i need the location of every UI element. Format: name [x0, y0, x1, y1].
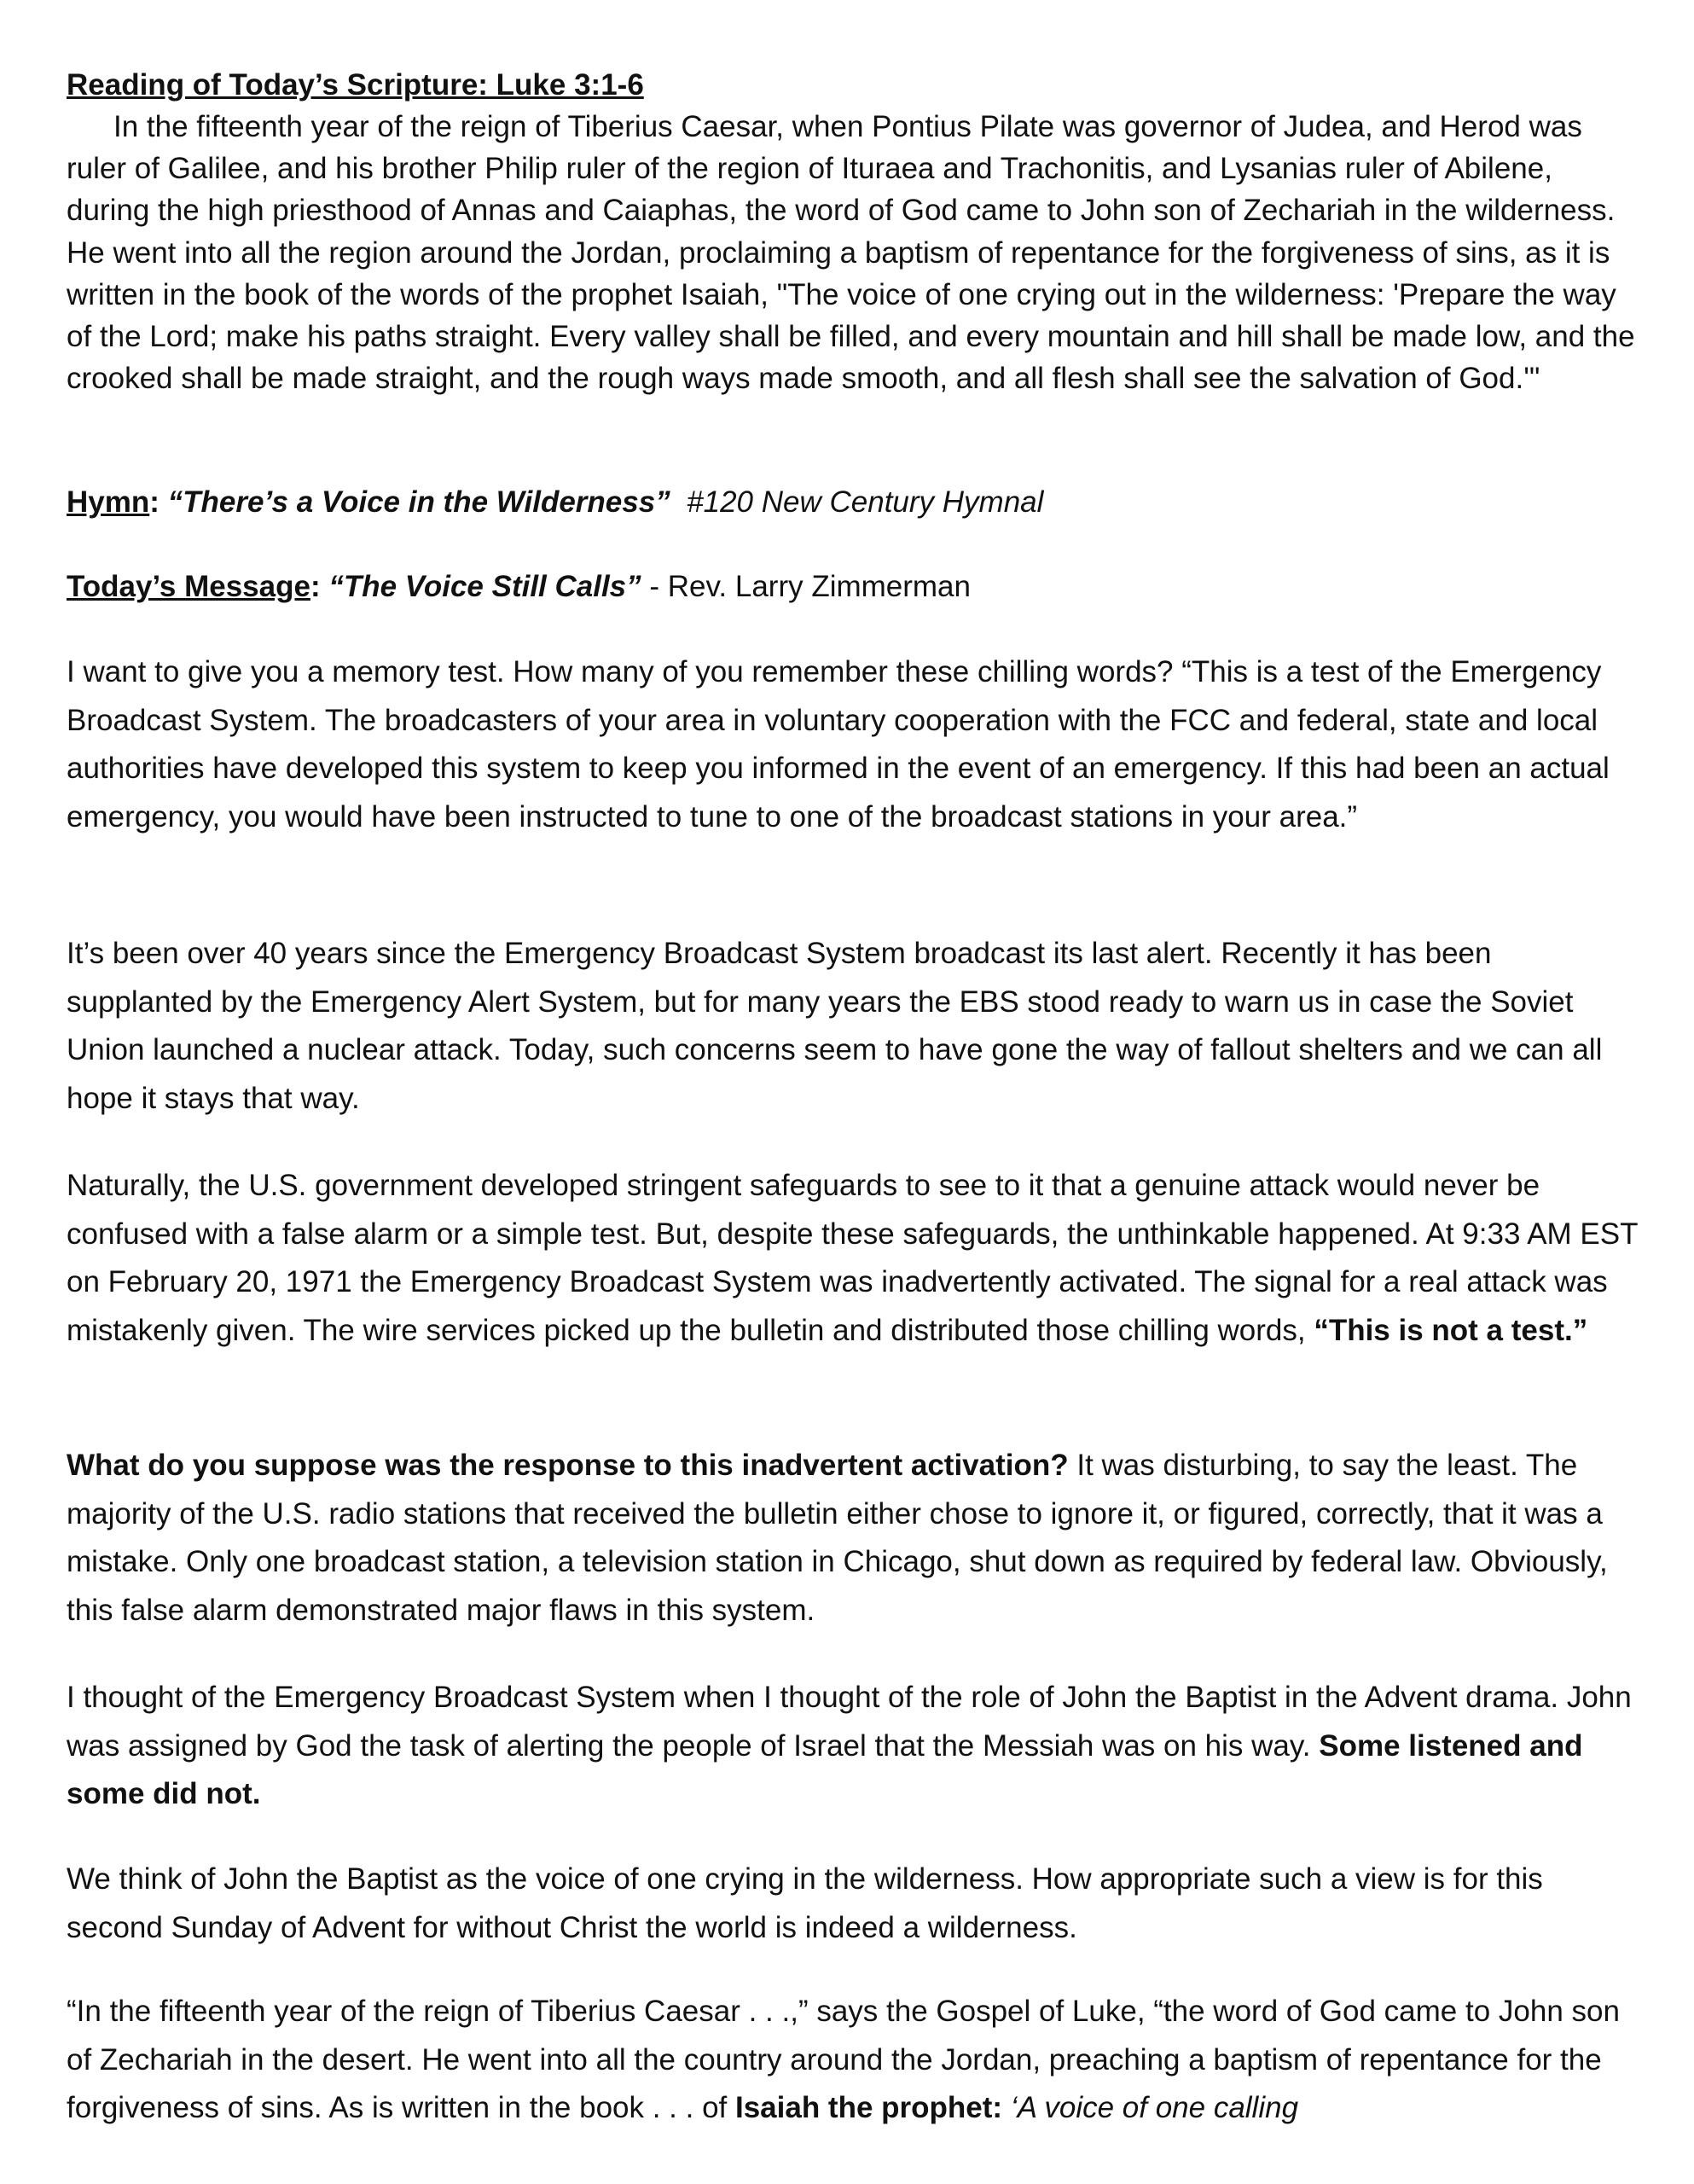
- sermon-paragraph-7: [67, 1988, 1645, 2133]
- sermon-paragraph-3: [67, 1162, 1645, 1355]
- hymn-line: [67, 484, 1043, 521]
- hymn-source: #120 New Century Hymnal: [687, 485, 1044, 519]
- paragraph-4-question: What do you suppose was the response to this inadvertent activation?: [67, 1449, 1069, 1482]
- scripture-passage: In the fifteenth year of the reign of Tiberius Caesar, when Pontius Pilate was governor of Judea, and Herod was ruler of Galilee, and his brother Philip ruler of the region of Ituraea and Trachonitis, and Lysanias ruler of Abilene, during the high priesthood of Annas and Caiaphas, the word of God came to John son of Zechariah in the wilderness. He went into all the region around the Jordan, proclaiming a baptism of repentance for the forgiveness of sins, as it is written in the book of the words of the prophet Isaiah, "The voice of one crying out in the wilderness: 'Prepare the way of the Lord; make his paths straight. Every valley shall be filled, and every mountain and hill shall be made low, and the crooked shall be made straight, and the rough ways made smooth, and all flesh shall see the salvation of God.'": [67, 110, 1635, 396]
- message-label: Today’s Message: [67, 570, 310, 603]
- message-title: “The Voice Still Calls”: [328, 570, 641, 603]
- scripture-heading-text: Reading of Today’s Scripture: Luke 3:1-6: [67, 68, 644, 102]
- hymn-title: “There’s a Voice in the Wilderness”: [167, 485, 670, 519]
- scripture-heading: [67, 67, 644, 104]
- sermon-paragraph-1: I want to give you a memory test. How many of you remember these chilling words? “This is a test of the Emergency Broadcast System. The broadcasters of your area in voluntary cooperation with the FCC and federal, state and local authorities have developed this system to keep you informed in the event of an emergency. If this had been an actual emergency, you would have been instructed to tune to one of the broadcast stations in your area.”: [67, 655, 1610, 834]
- sermon-paragraph-2: It’s been over 40 years since the Emergency Broadcast System broadcast its last alert. Recently it has been supplanted by the Emergency Alert System, but for many years the EBS stood ready to warn us in case the Soviet Union launched a nuclear attack. Today, such concerns seem to have gone the way of fallout shelters and we can all hope it stays that way.: [67, 937, 1603, 1115]
- sermon-paragraph-5: [67, 1674, 1645, 1819]
- message-byline: - Rev. Larry Zimmerman: [641, 570, 971, 603]
- message-colon: :: [310, 570, 321, 603]
- paragraph-4-text: It was disturbing, to say the least. The majority of the U.S. radio stations that received the bulletin either chose to ignore it, or figured, correctly, that it was a mistake. Only one broadcast station, a television station in Chicago, shut down as required by federal law. Obviously, this false alarm demonstrated major flaws in this system.: [67, 1449, 1608, 1627]
- paragraph-3-text: Naturally, the U.S. government developed stringent safeguards to see to it that a genuine attack would never be confused with a false alarm or a simple test. But, despite these safeguards, the unthinkable happened. At 9:33 AM EST on February 20, 1971 the Emergency Broadcast System was inadvertently activated. The signal for a real attack was mistakenly given. The wire services picked up the bulletin and distributed those chilling words,: [67, 1169, 1638, 1347]
- paragraph-7-quote: ‘A voice of one calling: [1002, 2091, 1299, 2124]
- hymn-label: Hymn: [67, 485, 150, 519]
- paragraph-3-emphasis: “This is not a test.”: [1314, 1313, 1588, 1347]
- paragraph-5-emphasis: Some listened and some did not.: [67, 1728, 1583, 1810]
- hymn-colon: :: [149, 485, 160, 519]
- sermon-paragraph-4: [67, 1442, 1645, 1635]
- message-line: [67, 568, 971, 606]
- sermon-paragraph-6: We think of John the Baptist as the voice of one crying in the wilderness. How appropriate such a view is for this second Sunday of Advent for without Christ the world is indeed a wilderness.: [67, 1862, 1543, 1944]
- paragraph-5-text: I thought of the Emergency Broadcast System when I thought of the role of John the Baptist in the Advent drama. John was assigned by God the task of alerting the people of Israel that the Messiah was on his way.: [67, 1681, 1632, 1763]
- paragraph-7-emphasis: Isaiah the prophet:: [734, 2091, 1003, 2124]
- paragraph-7-text: “In the fifteenth year of the reign of Tiberius Caesar . . .,” says the Gospel of Luke, “the word of God came to John son of Zechariah in the desert. He went into all the country around the Jordan, preaching a baptism of repentance for the forgiveness of sins. As is written in the book . . . of: [67, 1995, 1620, 2124]
